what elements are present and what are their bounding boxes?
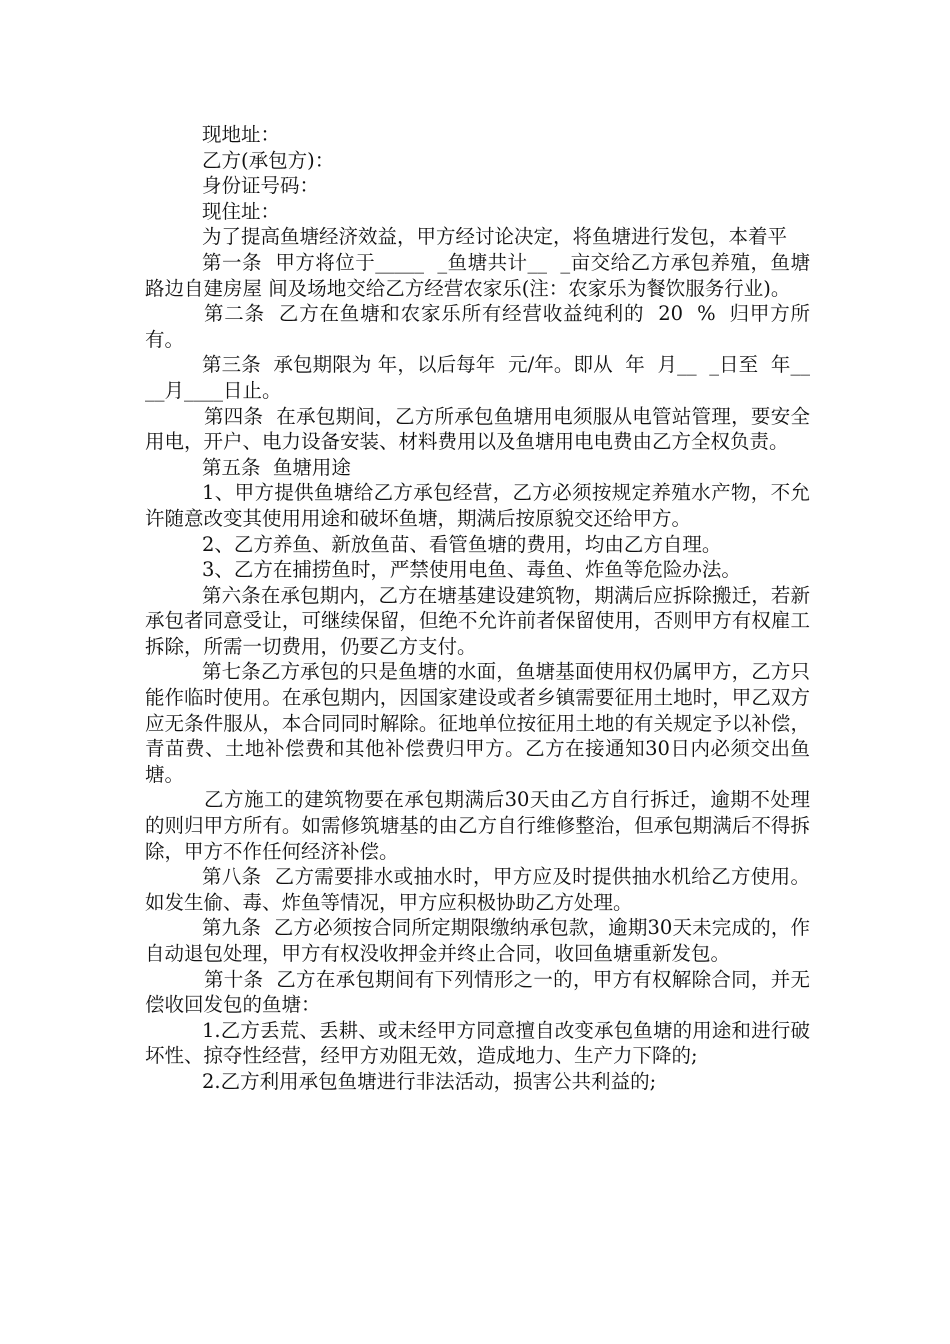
article-7: 第七条乙方承包的只是鱼塘的水面，鱼塘基面使用权仍属甲方，乙方只能作临时使用。在承包期内，因国家建设或者乡镇需要征用土地时，甲乙双方应无条件服从，本合同同时解除。征地单位按征用土地的有关规定予以补偿，青苗费、土地补偿费和其他补偿费归甲方。乙方在接通知30日内必须交出鱼塘。 [145, 660, 810, 786]
article-5-item-2: 2、乙方养鱼、新放鱼苗、看管鱼塘的费用，均由乙方自理。 [202, 532, 722, 556]
id-number-label: 身份证号码： [202, 174, 320, 198]
contract-body [145, 122, 810, 1095]
residence-label: 现住址： [202, 199, 281, 223]
article-5-heading: 第五条 鱼塘用途 [202, 455, 351, 479]
article-5-item-1: 1、甲方提供鱼塘给乙方承包经营，乙方必须按规定养殖水产物，不允许随意改变其使用用途和破坏鱼塘，期满后按原貌交还给甲方。 [145, 481, 810, 530]
article-3: 第三条 承包期限为 年，以后每年 元/年。即从 年 月__ _日至 年____月____日止。 [145, 353, 810, 402]
party-b-label: 乙方(承包方)： [202, 148, 335, 172]
article-2: 第二条 乙方在鱼塘和农家乐所有经营收益纯利的 20 % 归甲方所有。 [145, 302, 810, 351]
article-10-item-2: 2.乙方利用承包鱼塘进行非法活动，损害公共利益的; [202, 1069, 657, 1093]
article-1: 第一条 甲方将位于_____ _鱼塘共计__ _亩交给乙方承包养殖，鱼塘路边自建房屋 间及场地交给乙方经营农家乐(注：农家乐为餐饮服务行业)。 [145, 250, 810, 300]
article-10-item-1: 1.乙方丢荒、丢耕、或未经甲方同意擅自改变承包鱼塘的用途和进行破坏性、掠夺性经营，经甲方劝阻无效，造成地力、生产力下降的; [145, 1018, 810, 1068]
current-address-label: 现地址： [202, 123, 281, 146]
article-9: 第九条 乙方必须按合同所定期限缴纳承包款，逾期30天未完成的，作自动退包处理，甲方有权没收押金并终止合同，收回鱼塘重新发包。 [145, 916, 810, 965]
article-8: 第八条 乙方需要排水或抽水时，甲方应及时提供抽水机给乙方使用。如发生偷、毒、炸鱼等情况，甲方应积极协助乙方处理。 [145, 865, 810, 914]
article-5-item-3: 3、乙方在捕捞鱼时，严禁使用电鱼、毒鱼、炸鱼等危险办法。 [202, 558, 741, 582]
article-6: 第六条在承包期内，乙方在塘基建设建筑物，期满后应拆除搬迁，若新承包者同意受让，可继续保留，但绝不允许前者保留使用，否则甲方有权雇工拆除，所需一切费用，仍要乙方支付。 [145, 583, 810, 658]
article-10: 第十条 乙方在承包期间有下列情形之一的，甲方有权解除合同，并无偿收回发包的鱼塘： [145, 967, 810, 1017]
article-7-supplement: 乙方施工的建筑物要在承包期满后30天由乙方自行拆迁，逾期不处理的则归甲方所有。如需修筑塘基的由乙方自行维修整治，但承包期满后不得拆除，甲方不作任何经济补偿。 [145, 788, 810, 863]
article-4: 第四条 在承包期间，乙方所承包鱼塘用电须服从电管站管理，要安全用电，开户、电力设备安装、材料费用以及鱼塘用电电费由乙方全权负责。 [145, 404, 810, 454]
preamble-paragraph: 为了提高鱼塘经济效益，甲方经讨论决定，将鱼塘进行发包，本着平 [202, 225, 788, 249]
